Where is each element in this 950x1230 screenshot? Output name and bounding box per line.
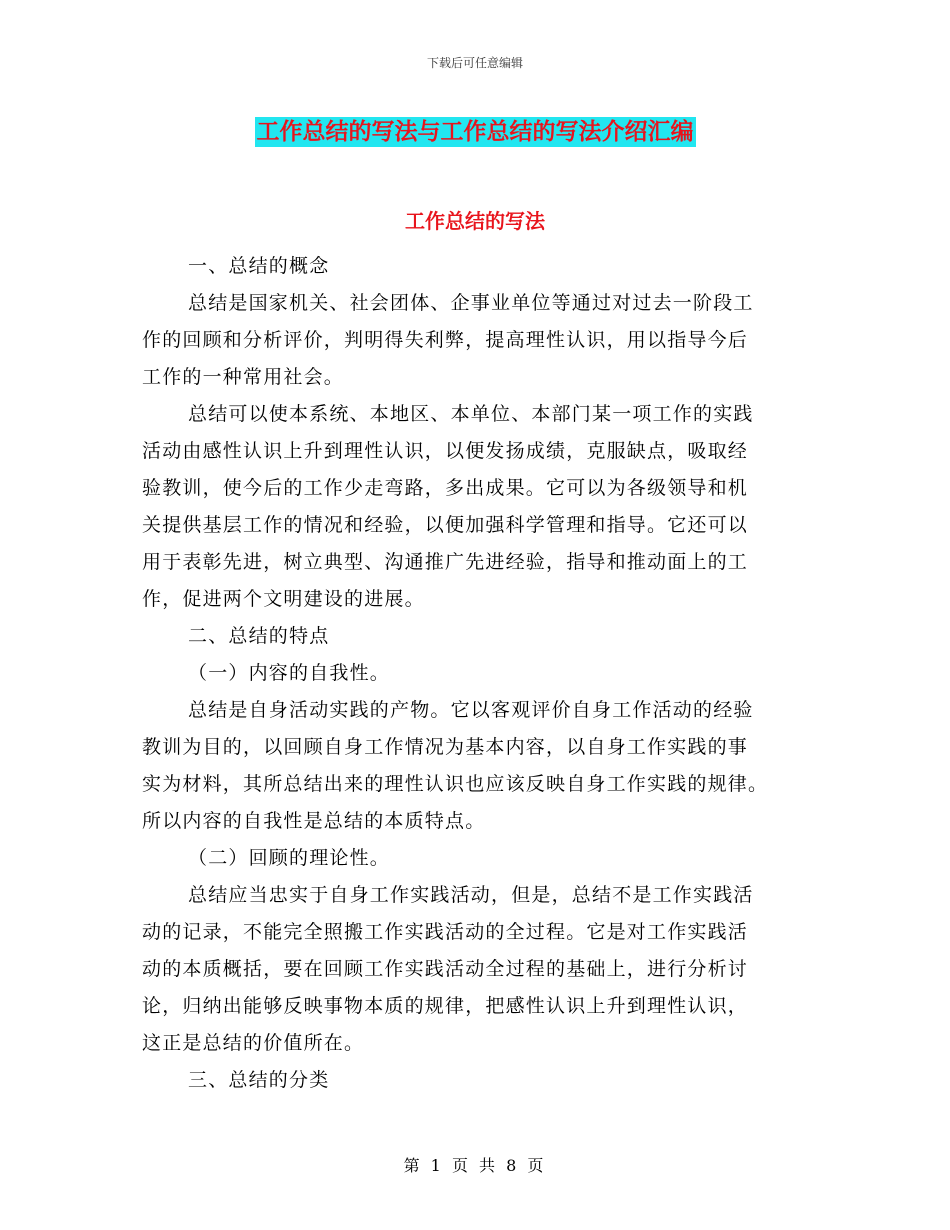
text-line: 动的记录，不能完全照搬工作实践活动的全过程。它是对工作实践活 bbox=[142, 921, 749, 943]
text-line: 动的本质概括，要在回顾工作实践活动全过程的基础上，进行分析讨 bbox=[142, 958, 749, 980]
text-line: 作，促进两个文明建设的进展。 bbox=[142, 588, 425, 610]
text-line: 工作的一种常用社会。 bbox=[142, 366, 345, 388]
text-line: 总结应当忠实于自身工作实践活动，但是，总结不是工作实践活 bbox=[188, 884, 754, 906]
section-title: 工作总结的写法 bbox=[405, 209, 545, 233]
text-line: （二）回顾的理论性。 bbox=[188, 847, 391, 869]
text-line: 作的回顾和分析评价，判明得失利弊，提高理性认识，用以指导今后 bbox=[142, 329, 749, 351]
document-title-text: 工作总结的写法与工作总结的写法介绍汇编 bbox=[256, 119, 694, 145]
header-note: 下载后可任意编辑 bbox=[426, 56, 523, 70]
text-line: 二、总结的特点 bbox=[188, 625, 330, 647]
page-footer: 第 1 页 共 8 页 bbox=[403, 1156, 547, 1175]
text-line: 教训为目的，以回顾自身工作情况为基本内容，以自身工作实践的事 bbox=[142, 736, 749, 758]
text-line: 实为材料，其所总结出来的理性认识也应该反映自身工作实践的规律。 bbox=[142, 773, 769, 795]
text-line: 总结是自身活动实践的产物。它以客观评价自身工作活动的经验 bbox=[188, 699, 754, 721]
text-line: 论，归纳出能够反映事物本质的规律，把感性认识上升到理性认识， bbox=[142, 995, 749, 1017]
text-line: 活动由感性认识上升到理性认识，以便发扬成绩，克服缺点，吸取经 bbox=[142, 440, 749, 462]
text-line: 三、总结的分类 bbox=[188, 1069, 330, 1091]
text-line: 这正是总结的价值所在。 bbox=[142, 1032, 365, 1054]
text-line: 验教训，使今后的工作少走弯路，多出成果。它可以为各级领导和机 bbox=[142, 477, 749, 499]
document-title bbox=[0, 113, 950, 146]
document-body bbox=[142, 250, 810, 1101]
text-line: （一）内容的自我性。 bbox=[188, 662, 391, 684]
text-line: 总结可以使本系统、本地区、本单位、本部门某一项工作的实践 bbox=[188, 403, 754, 425]
text-line: 总结是国家机关、社会团体、企事业单位等通过对过去一阶段工 bbox=[188, 292, 754, 314]
text-line: 一、总结的概念 bbox=[188, 255, 330, 277]
text-line: 关提供基层工作的情况和经验，以便加强科学管理和指导。它还可以 bbox=[142, 514, 749, 536]
text-line: 用于表彰先进，树立典型、沟通推广先进经验，指导和推动面上的工 bbox=[142, 551, 749, 573]
text-line: 所以内容的自我性是总结的本质特点。 bbox=[142, 810, 486, 832]
